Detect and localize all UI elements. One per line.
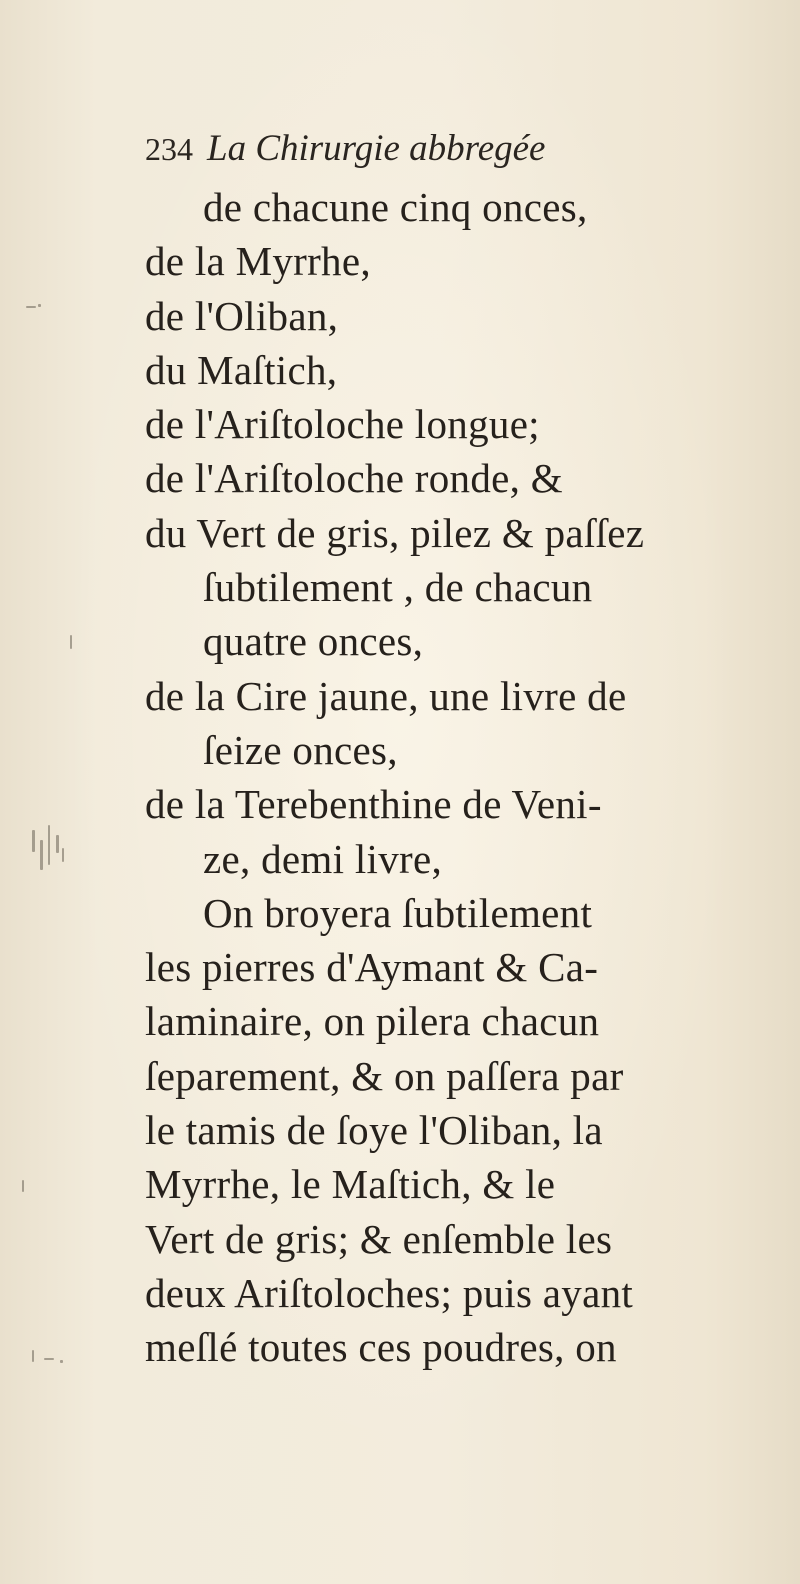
text-line: laminaire, on pilera chacun <box>145 998 600 1045</box>
text-line: de la Cire jaune, une livre de <box>145 672 627 719</box>
text-line: du Vert de gris, pilez & paſſez <box>145 509 645 556</box>
text-line: deux Ariſtoloches; puis ayant <box>145 1269 634 1316</box>
text-line: ſeize onces, <box>203 726 398 773</box>
text-line: Myrrhe, le Maſtich, & le <box>145 1161 556 1208</box>
text-line: quatre onces, <box>203 618 424 665</box>
text-line: meſlé toutes ces poudres, on <box>145 1324 617 1371</box>
text-line: Vert de gris; & enſemble les <box>145 1215 613 1262</box>
body-text <box>145 180 765 1375</box>
text-line: de l'Oliban, <box>145 292 339 339</box>
text-line: On broyera ſubtilement <box>203 889 593 936</box>
text-line: ſubtilement , de chacun <box>203 564 593 611</box>
running-header <box>145 120 545 177</box>
text-line: ſeparement, & on paſſera par <box>145 1052 624 1099</box>
margin-show-through-marks <box>18 300 78 1380</box>
text-line: de l'Ariſtoloche longue; <box>145 401 540 448</box>
text-line: de chacune cinq onces, <box>203 184 588 230</box>
text-line: les pierres d'Aymant & Ca- <box>145 944 599 991</box>
text-line: de l'Ariſtoloche ronde, & <box>145 455 563 502</box>
running-title: La Chirurgie abbregée <box>207 128 546 169</box>
text-line: le tamis de ſoye l'Oliban, la <box>145 1107 603 1154</box>
text-line: de la Myrrhe, <box>145 238 371 285</box>
text-line: de la Terebenthine de Veni- <box>145 781 602 828</box>
text-line: du Maſtich, <box>145 346 338 393</box>
page-number: 234 <box>145 131 193 167</box>
text-line: ze, demi livre, <box>203 835 443 882</box>
